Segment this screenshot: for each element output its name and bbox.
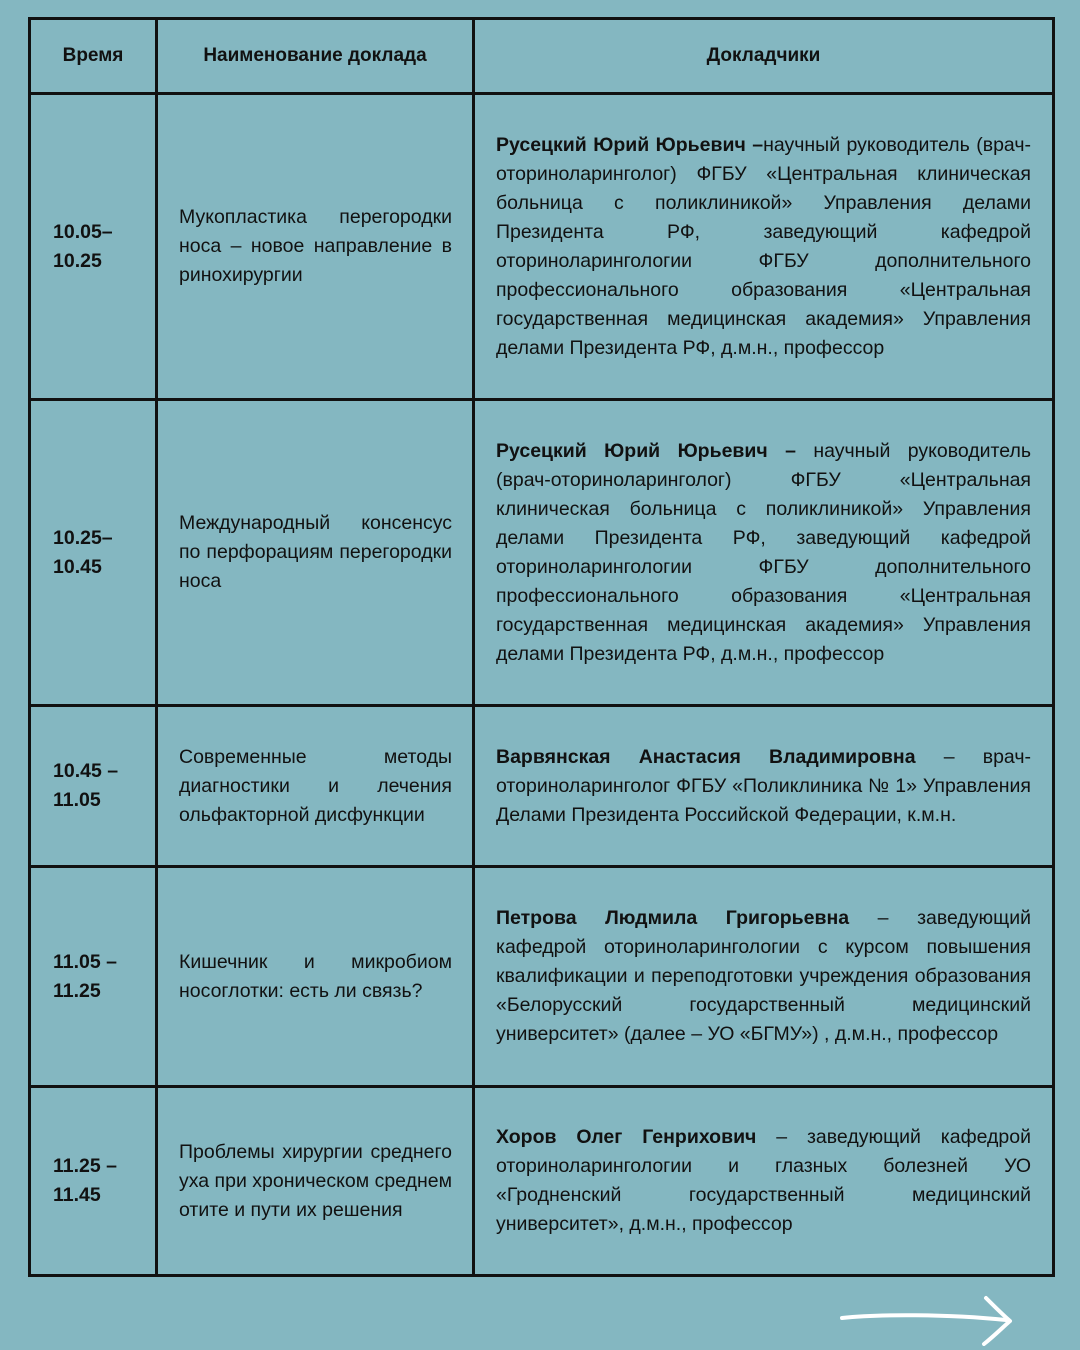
speaker-description: научный руководитель (врач-оториноларинголог) ФГБУ «Центральная клиническая больница с поликлиникой» Управления делами Президента РФ, заведующий кафедрой оториноларингологии ФГБУ дополнительного профессионального образования «Центральная государственная медицинская академия» Управления делами Президента РФ, д.м.н., профессор bbox=[496, 133, 1031, 359]
table-row bbox=[30, 1087, 1054, 1276]
talk-title: Проблемы хирургии среднего уха при хроническом среднем отите и пути их решения bbox=[157, 1087, 474, 1276]
time-cell bbox=[30, 1087, 157, 1276]
speaker-cell bbox=[474, 94, 1054, 400]
time-cell bbox=[30, 867, 157, 1087]
time-cell bbox=[30, 706, 157, 867]
time-start: 10.25– bbox=[53, 526, 113, 549]
time-start: 10.05– bbox=[53, 220, 113, 243]
talk-title: Мукопластика перегородки носа – новое направление в ринохирургии bbox=[157, 94, 474, 400]
talk-title: Кишечник и микробиом носоглотки: есть ли связь? bbox=[157, 867, 474, 1087]
table-header-row bbox=[30, 19, 1054, 94]
time-start: 10.45 – bbox=[53, 760, 119, 782]
table-row bbox=[30, 867, 1054, 1087]
table-row bbox=[30, 706, 1054, 867]
speaker-description: – заведующий кафедрой оториноларингологии с курсом повышения квалификации и переподготовки учреждения образования «Белорусский государственный медицинский университет» (далее – УО «БГМУ») , д.м.н., профессор bbox=[496, 907, 1031, 1045]
speaker-name: Петрова Людмила Григорьевна bbox=[496, 907, 850, 929]
header-title: Наименование доклада bbox=[157, 19, 474, 94]
speaker-name: Хоров Олег Генрихович bbox=[496, 1126, 757, 1148]
speaker-description: научный руководитель (врач-оториноларинголог) ФГБУ «Центральная клиническая больница с поликлиникой» Управления делами Президента РФ, заведующий кафедрой оториноларингологии ФГБУ дополнительного профессионального образования «Центральная государственная медицинская академия» Управления делами Президента РФ, д.м.н., профессор bbox=[496, 439, 1031, 665]
speaker-cell bbox=[474, 867, 1054, 1087]
time-cell bbox=[30, 94, 157, 400]
time-start: 11.25 – bbox=[53, 1155, 117, 1177]
table-row bbox=[30, 94, 1054, 400]
time-end: 10.25 bbox=[53, 249, 102, 272]
header-time: Время bbox=[30, 19, 157, 94]
time-end: 11.45 bbox=[53, 1184, 101, 1206]
speaker-name: Русецкий Юрий Юрьевич – bbox=[496, 439, 796, 462]
talk-title: Современные методы диагностики и лечения ольфакторной дисфункции bbox=[157, 706, 474, 867]
time-end: 11.05 bbox=[53, 789, 101, 811]
time-start: 11.05 – bbox=[53, 950, 117, 973]
talk-title: Международный консенсус по перфорациям перегородки носа bbox=[157, 400, 474, 706]
header-speakers: Докладчики bbox=[474, 19, 1054, 94]
speaker-name: Русецкий Юрий Юрьевич – bbox=[496, 133, 764, 156]
schedule-table bbox=[28, 17, 1055, 1277]
speaker-name: Варвянская Анастасия Владимировна bbox=[496, 745, 916, 768]
table-row bbox=[30, 400, 1054, 706]
speaker-description: – заведующий кафедрой оториноларингологии и глазных болезней УО «Гродненский государственный медицинский университет», д.м.н., профессор bbox=[496, 1126, 1032, 1235]
speaker-cell bbox=[474, 706, 1054, 867]
speaker-cell bbox=[474, 400, 1054, 706]
right-arrow-icon[interactable] bbox=[838, 1294, 1018, 1346]
time-end: 11.25 bbox=[53, 979, 101, 1002]
speaker-cell bbox=[474, 1087, 1054, 1276]
speaker-description: – врач-оториноларинголог ФГБУ «Поликлиника № 1» Управления Делами Президента Российской Федерации, к.м.н. bbox=[496, 745, 1031, 826]
time-end: 10.45 bbox=[53, 555, 102, 578]
time-cell bbox=[30, 400, 157, 706]
